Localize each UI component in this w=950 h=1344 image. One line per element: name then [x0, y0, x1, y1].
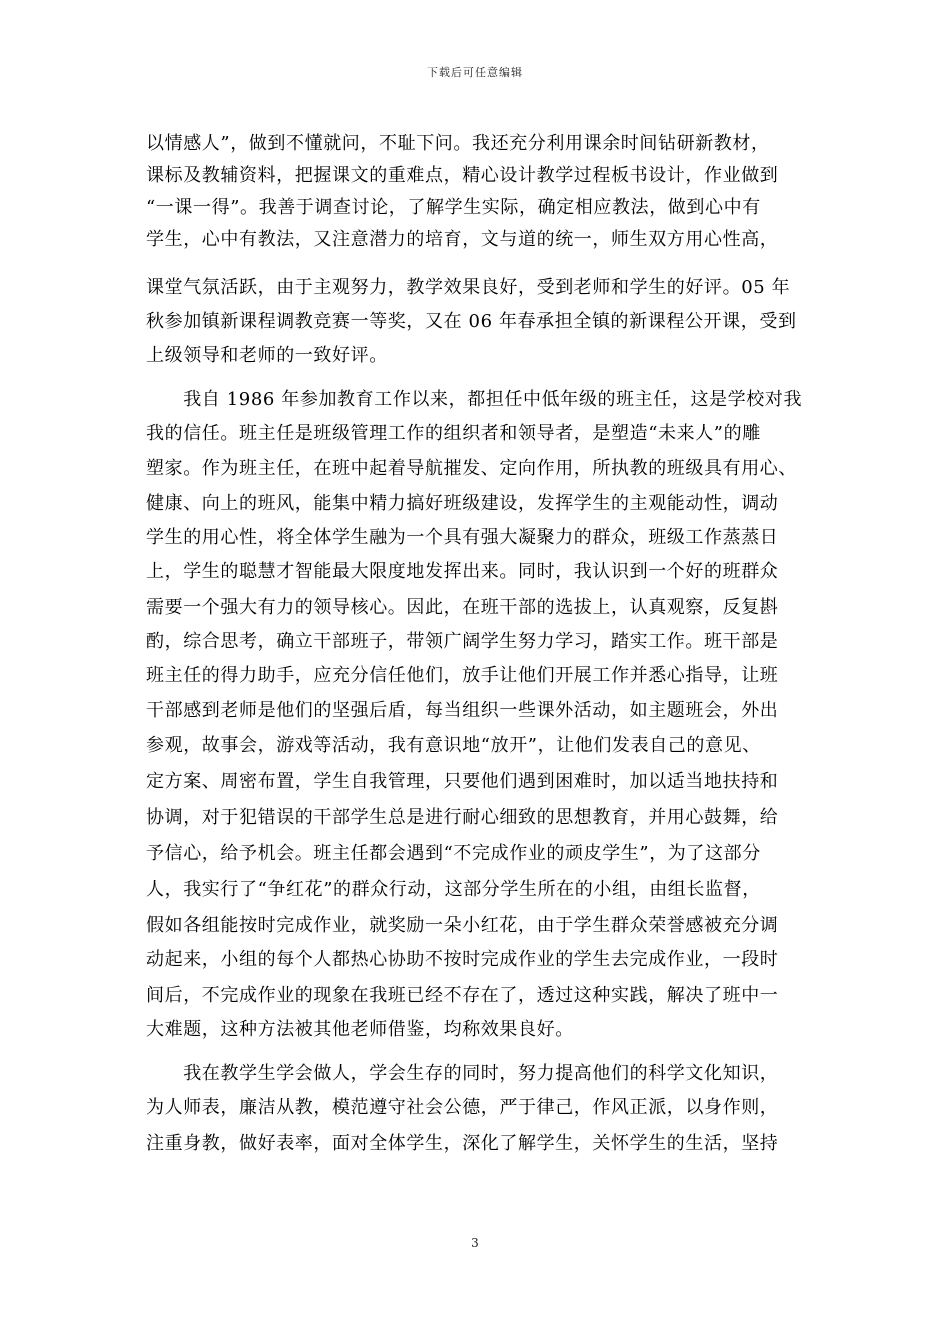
body-line: 课堂气氛活跃，由于主观努力，教学效果良好，受到老师和学生的好评。05 年 — [146, 277, 791, 298]
body-line: 酌，综合思考，确立干部班子，带领广阔学生努力学习，踏实工作。班干部是 — [146, 631, 779, 652]
body-line: 人，我实行了“争红花”的群众行动，这部分学生所在的小组，由组长监督， — [146, 879, 761, 900]
body-line: 间后，不完成作业的现象在我班已经不存在了，透过这种实践，解决了班中一 — [146, 985, 779, 1006]
body-line: 大难题，这种方法被其他老师借鉴，均称效果良好。 — [146, 1019, 574, 1040]
body-line: 以情感人”，做到不懂就问，不耻下问。我还充分利用课余时间钻研新教材， — [146, 133, 770, 154]
body-line: 参观，故事会，游戏等活动，我有意识地“放开”，让他们发表自己的意见、 — [146, 735, 761, 756]
body-line: 学生的用心性，将全体学生融为一个具有强大凝聚力的群众，班级工作蒸蒸日 — [146, 527, 779, 548]
body-line: 注重身教，做好表率，面对全体学生，深化了解学生，关怀学生的生活，坚持 — [146, 1133, 779, 1154]
body-line: 协调，对于犯错误的干部学生总是进行耐心细致的思想教育，并用心鼓舞，给 — [146, 807, 779, 828]
body-line: 我在教学生学会做人，学会生存的同时，努力提高他们的科学文化知识， — [146, 1063, 779, 1084]
body-line: 塑家。作为班主任，在班中起着导航摧发、定向作用，所执教的班级具有用心、 — [146, 458, 797, 479]
body-line: 上级领导和老师的一致好评。 — [146, 345, 388, 366]
body-line: 定方案、周密布置，学生自我管理，只要他们遇到困难时，加以适当地扶持和 — [146, 771, 779, 792]
body-line: 我自 1986 年参加教育工作以来，都担任中低年级的班主任，这是学校对我 — [146, 389, 803, 410]
body-line: 假如各组能按时完成作业，就奖励一朵小红花，由于学生群众荣誉感被充分调 — [146, 915, 779, 936]
body-line: 课标及教辅资料，把握课文的重难点，精心设计教学过程板书设计，作业做到 — [146, 165, 779, 186]
body-line: 为人师表，廉洁从教，模范遵守社会公德，严于律己，作风正派，以身作则， — [146, 1097, 779, 1118]
body-line: 健康、向上的班风，能集中精力搞好班级建设，发挥学生的主观能动性，调动 — [146, 493, 779, 514]
body-line: 予信心，给予机会。班主任都会遇到“不完成作业的顽皮学生”，为了这部分 — [146, 843, 761, 864]
body-line: 需要一个强大有力的领导核心。因此，在班干部的选拔上，认真观察，反复斟 — [146, 597, 779, 618]
page-number: 3 — [471, 1236, 479, 1250]
body-line: 动起来，小组的每个人都热心协助不按时完成作业的学生去完成作业，一段时 — [146, 949, 779, 970]
body-line: 班主任的得力助手，应充分信任他们，放手让他们开展工作并悉心指导，让班 — [146, 665, 779, 686]
body-line: 秋参加镇新课程调教竞赛一等奖，又在 06 年春承担全镇的新课程公开课，受到 — [146, 311, 797, 332]
body-line: 我的信任。班主任是班级管理工作的组织者和领导者，是塑造“未来人”的雕 — [146, 423, 761, 444]
body-line: 学生，心中有教法，又注意潜力的培育，文与道的统一，师生双方用心性高， — [146, 229, 779, 250]
body-line: 上，学生的聪慧才智能最大限度地发挥出来。同时，我认识到一个好的班群众 — [146, 561, 779, 582]
page-header: 下载后可任意编辑 — [427, 66, 523, 79]
body-line: 干部感到老师是他们的坚强后盾，每当组织一些课外活动，如主题班会，外出 — [146, 700, 779, 721]
body-line: “一课一得”。我善于调查讨论，了解学生实际，确定相应教法，做到心中有 — [146, 197, 761, 218]
